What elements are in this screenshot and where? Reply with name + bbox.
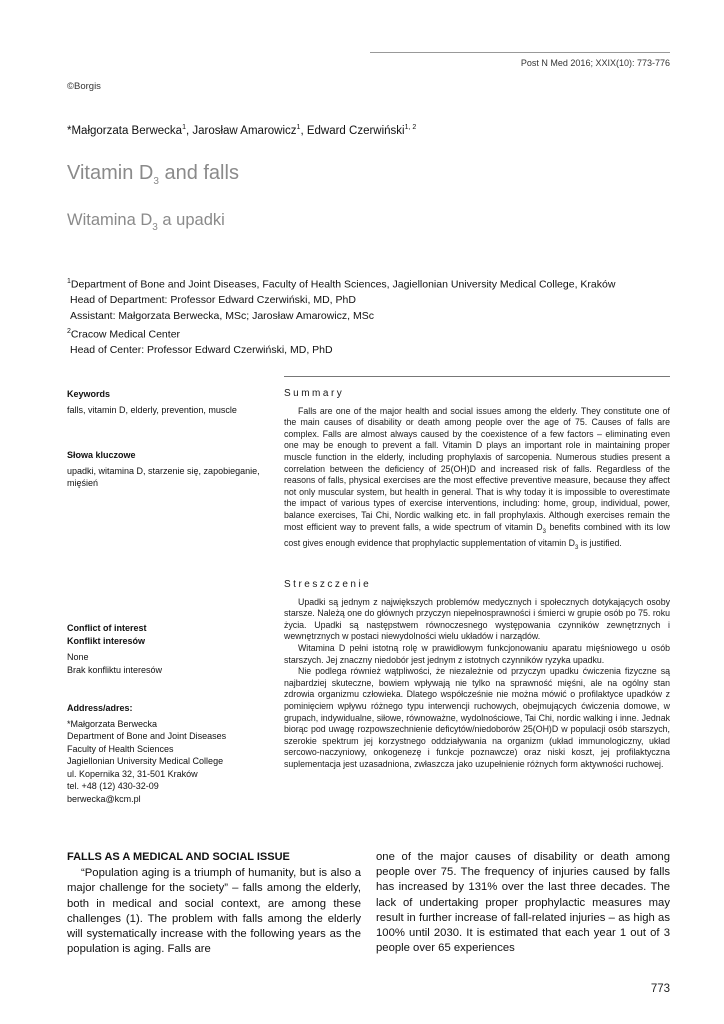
keywords-heading: Keywords xyxy=(67,389,111,399)
address-line: Faculty of Health Sciences xyxy=(67,743,174,754)
journal-reference: Post N Med 2016; XXIX(10): 773-776 xyxy=(520,58,670,68)
summary-text-part: benefits combined with its low cost gives enough evidence that prophylactic supplementation of vitamin D xyxy=(284,521,670,548)
streszczenie-heading: Streszczenie xyxy=(284,579,372,590)
article-title-polish xyxy=(67,211,225,233)
address-block xyxy=(67,702,267,805)
keywords-polish-text: upadki, witamina D, starzenie się, zapobieganie, mięśień xyxy=(67,465,260,488)
affiliation-mark: 2 xyxy=(67,328,71,335)
conflict-value-polish: Brak konfliktu interesów xyxy=(67,664,163,675)
conflict-value: None xyxy=(67,652,89,662)
author-affiliation-mark: 1, 2 xyxy=(404,124,417,131)
affiliation-line: Head of Center: Professor Edward Czerwiński, MD, PhD xyxy=(70,344,333,356)
title-text: Witamina D xyxy=(67,211,153,229)
address-line: Department of Bone and Joint Diseases xyxy=(67,731,227,741)
address-line: ul. Kopernika 32, 31-501 Kraków xyxy=(67,768,198,779)
conflict-heading-polish: Konflikt interesów xyxy=(67,635,146,646)
keywords-text: falls, vitamin D, elderly, prevention, muscle xyxy=(67,404,237,415)
author-name: *Małgorzata Berwecka xyxy=(67,124,183,137)
keywords-polish-block xyxy=(67,449,267,490)
header-rule xyxy=(370,52,670,53)
conflict-block xyxy=(67,622,267,676)
author-list xyxy=(67,124,416,137)
affiliation-line xyxy=(67,324,615,343)
summary-block xyxy=(284,388,670,554)
body-paragraph: one of the major causes of disability or death among people over 75. The frequency of injuries caused by falls has increased by 131% over the last three decades. The lack of undertaking proper prophylactic measures may result in further increase of fall-related injuries – as high as 100% until 2030. It is estimated that each year 1 out of 3 people over 65 experiences xyxy=(376,851,670,955)
body-column-right xyxy=(376,850,670,956)
body-column-left xyxy=(67,850,361,957)
conflict-heading: Conflict of interest xyxy=(67,623,147,633)
affiliation-mark: 1 xyxy=(67,278,71,285)
streszczenie-paragraph: Nie podlega również wątpliwości, że niezależnie od przyczyn upadku ćwiczenia fizyczne są najbardziej skuteczne, bowiem wpływają nie tylko na sprawność mięśni, ale na ogólny stan zdrowia organizmu człowieka. Dlatego współcześnie nie można mówić o profilaktyce upadków z pominięciem wpływu różnego typu interwencji ruchowych, obejmujących ćwiczenia domowe, w grupach, indywidualne, siłowe, równoważne, wydolnościowe, Tai Chi, nordic walking i inne. Jednak biorąc pod uwagę rozpowszechnienie deficytów/niedoborów 25(OH)D w populacji osób starszych, szerokie spektrum jej korzystnego oddziaływania na organizm (układ immunologiczny, układ sercowo-naczyniowy, onkogenezę i funkcje poznawcze) oraz niski koszt, jej profilaktyczna suplementacja jest uzasadniona, zwłaszcza jako uzupełnienie różnych form aktywności ruchowej. xyxy=(284,666,670,769)
title-text: and falls xyxy=(158,162,239,184)
address-email[interactable]: berwecka@kcm.pl xyxy=(67,793,141,804)
keywords-polish-heading: Słowa kluczowe xyxy=(67,450,136,460)
streszczenie-paragraph: Upadki są jednym z największych problemów medycznych i społecznych dotykających osoby starsze. Należą one do głównych przyczyn niepełnosprawności i śmierci w grupie osób po 75. roku życia. Upadki są następstwem równoczesnego występowania czynników zewnętrznych i wewnętrznych w postaci niewydolności wielu układów i narządów. xyxy=(284,596,670,642)
streszczenie-block xyxy=(284,579,670,771)
publisher-mark: ©Borgis xyxy=(67,81,101,92)
page-number: 773 xyxy=(650,983,670,995)
summary-text-part: is justified. xyxy=(578,537,622,548)
title-subscript: 3 xyxy=(153,176,159,187)
address-line: tel. +48 (12) 430-32-09 xyxy=(67,781,159,791)
abstract-rule xyxy=(284,376,670,377)
title-text: a upadki xyxy=(157,211,225,229)
keywords-block xyxy=(67,388,267,416)
title-subscript: 3 xyxy=(152,222,158,233)
affiliation-line xyxy=(67,274,615,293)
section-heading: FALLS AS A MEDICAL AND SOCIAL ISSUE xyxy=(67,851,290,863)
affiliation-text: Department of Bone and Joint Diseases, Faculty of Health Sciences, Jagiellonian University Medical College, Kraków xyxy=(70,278,616,291)
author-name: , Jarosław Amarowicz xyxy=(185,124,297,137)
streszczenie-paragraph: Witamina D pełni istotną rolę w prawidłowym funkcjonowaniu aparatu mięśniowego u osób starszych. Jej znaczny niedobór jest jednym z istotnych czynników ryzyka upadku. xyxy=(284,642,670,665)
affiliation-line: Head of Department: Professor Edward Czerwiński, MD, PhD xyxy=(70,294,356,306)
affiliation-text: Cracow Medical Center xyxy=(70,328,181,341)
affiliation-line: Assistant: Małgorzata Berwecka, MSc; Jarosław Amarowicz, MSc xyxy=(70,309,375,322)
summary-subscript: 3 xyxy=(542,528,546,535)
author-name: , Edward Czerwiński xyxy=(300,124,405,137)
summary-subscript: 3 xyxy=(574,544,579,551)
body-paragraph: “Population aging is a triumph of humanity, but is also a major challenge for the society” – falls among the elderly, both in medical and social context, are among these challenges (1). The problem with falls among the elderly will systematically increase with the following years as the population is aging. Falls are xyxy=(67,867,361,956)
summary-text-part: Falls are one of the major health and social issues among the elderly. They constitute one of the main causes of disability or death among people over the age of 75. Causes of falls are complex. Falls are almost always caused by the coexistence of a few factors – eliminating even one may be enough to prevent a fall. Vitamin D plays an important role in maintaining proper muscle function in the elderly, including prophylaxis of sarcopenia. Numerous studies present a correlation between the deficiency of 25(OH)D and increased risk of falls. Regardless of the reasons of falls, physical exercises are the most effective preventive measure, because they affect not only muscular system, but health in general. That is why today it is impossible to overestimate the impact of various types of exercise interventions, including: home, group, individual, power, balance exercises, Tai Chi, Nordic walking etc. in fall prophylaxis. Although exercises remain the most efficient way to prevent falls, a wide spectrum of vitamin D xyxy=(284,405,670,532)
summary-heading: Summary xyxy=(284,388,345,399)
address-line: Jagiellonian University Medical College xyxy=(67,756,224,766)
address-line: *Małgorzata Berwecka xyxy=(67,718,158,729)
article-title xyxy=(67,162,239,187)
title-text: Vitamin D xyxy=(67,162,154,184)
address-heading: Address/adres: xyxy=(67,703,133,713)
affiliations xyxy=(67,274,615,359)
author-affiliation-mark: 1 xyxy=(182,124,186,131)
summary-text xyxy=(284,406,670,555)
author-affiliation-mark: 1 xyxy=(296,124,301,131)
